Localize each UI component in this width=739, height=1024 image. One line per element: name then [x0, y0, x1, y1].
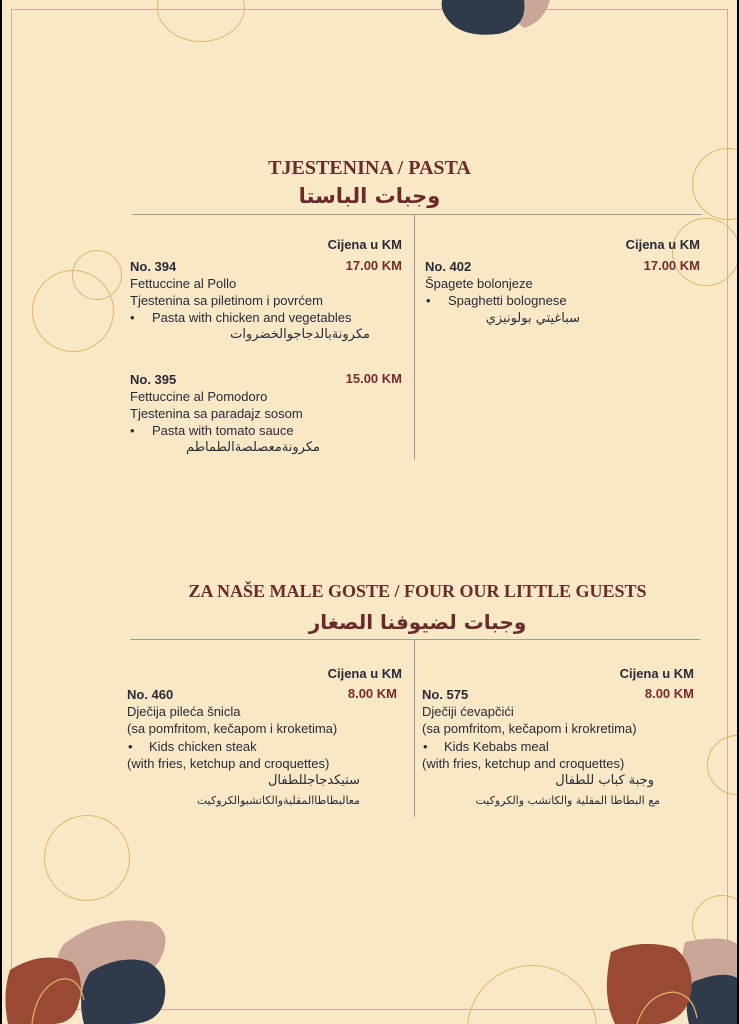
item-name-arabic: ستيكدجاجللطفال — [267, 773, 360, 788]
item-name-italian: Fettuccine al Pomodoro — [130, 389, 268, 404]
pasta-title: TJESTENINA / PASTA — [268, 157, 471, 179]
pasta-title-arabic: وجبات الباستا — [298, 184, 441, 208]
item-name-bosnian: Dječiji ćevapčići — [422, 704, 514, 719]
item-name-arabic: مكرونةبالدجاجوالخضروات — [230, 327, 370, 342]
pasta-left-price-header: Cijena u KM — [327, 237, 402, 252]
deco-blob-bottom-left — [2, 910, 182, 1024]
kids-column-divider — [414, 639, 415, 817]
item-name-italian: Fettuccine al Pollo — [130, 276, 237, 291]
item-desc-arabic: معالبطاطاالمقليةوالكاتشبوالكروكيت — [196, 794, 360, 807]
pasta-column-divider — [414, 214, 415, 460]
deco-blob-top — [432, 0, 552, 40]
item-price: 8.00 KM — [347, 686, 397, 701]
item-number: No. 460 — [127, 687, 174, 702]
item-price: 8.00 KM — [644, 686, 694, 701]
bullet-icon: • — [128, 739, 133, 754]
kids-left-price-header: Cijena u KM — [327, 666, 402, 681]
item-desc-english: (with fries, ketchup and croquettes) — [127, 756, 330, 771]
item-name-english: Pasta with tomato sauce — [152, 423, 294, 438]
pasta-divider — [132, 214, 702, 215]
item-name-arabic: سباغيتي بولونيزي — [485, 311, 580, 326]
bullet-icon: • — [130, 423, 135, 438]
bullet-icon: • — [130, 310, 135, 325]
deco-ring — [72, 250, 122, 300]
kids-right-price-header: Cijena u KM — [619, 666, 694, 681]
deco-blob-bottom-right — [597, 930, 737, 1024]
item-desc-english: (with fries, ketchup and croquettes) — [422, 756, 625, 771]
item-name-bosnian: Tjestenina sa piletinom i povrćem — [130, 293, 323, 308]
item-name-arabic: وجبة كباب للطفال — [555, 773, 654, 788]
item-number: No. 575 — [422, 687, 469, 702]
item-name-bosnian: Špagete bolonjeze — [425, 276, 533, 291]
item-name-bosnian: Dječija pileća šnicla — [127, 704, 241, 719]
item-name-arabic: مكرونةمعصلصةالطماطم — [186, 440, 320, 455]
kids-divider — [130, 639, 700, 640]
item-name-english: Kids chicken steak — [149, 739, 257, 754]
item-name-bosnian: Tjestenina sa paradajz sosom — [130, 406, 303, 421]
item-name-english: Spaghetti bolognese — [448, 293, 567, 308]
bullet-icon: • — [423, 739, 428, 754]
item-name-english: Kids Kebabs meal — [444, 739, 549, 754]
item-price: 17.00 KM — [643, 258, 700, 273]
item-desc-bosnian: (sa pomfritom, kečapom i krokretima) — [422, 721, 637, 736]
item-number: No. 402 — [425, 259, 472, 274]
item-desc-bosnian: (sa pomfritom, kečapom i kroketima) — [127, 721, 338, 736]
item-desc-arabic: مع البطاطا المقلية والكاتشب والكروكيت — [475, 794, 660, 807]
kids-title-arabic: وجبات لضيوفنا الصغار — [308, 610, 527, 634]
deco-ring — [44, 815, 130, 901]
menu-page — [2, 0, 737, 1024]
item-price: 15.00 KM — [345, 371, 402, 386]
bullet-icon: • — [426, 293, 431, 308]
pasta-right-price-header: Cijena u KM — [625, 237, 700, 252]
kids-title: ZA NAŠE MALE GOSTE / FOUR OUR LITTLE GUESTS — [188, 581, 647, 601]
item-number: No. 395 — [130, 372, 177, 387]
item-price: 17.00 KM — [345, 258, 402, 273]
item-name-english: Pasta with chicken and vegetables — [152, 310, 352, 325]
item-number: No. 394 — [130, 259, 177, 274]
